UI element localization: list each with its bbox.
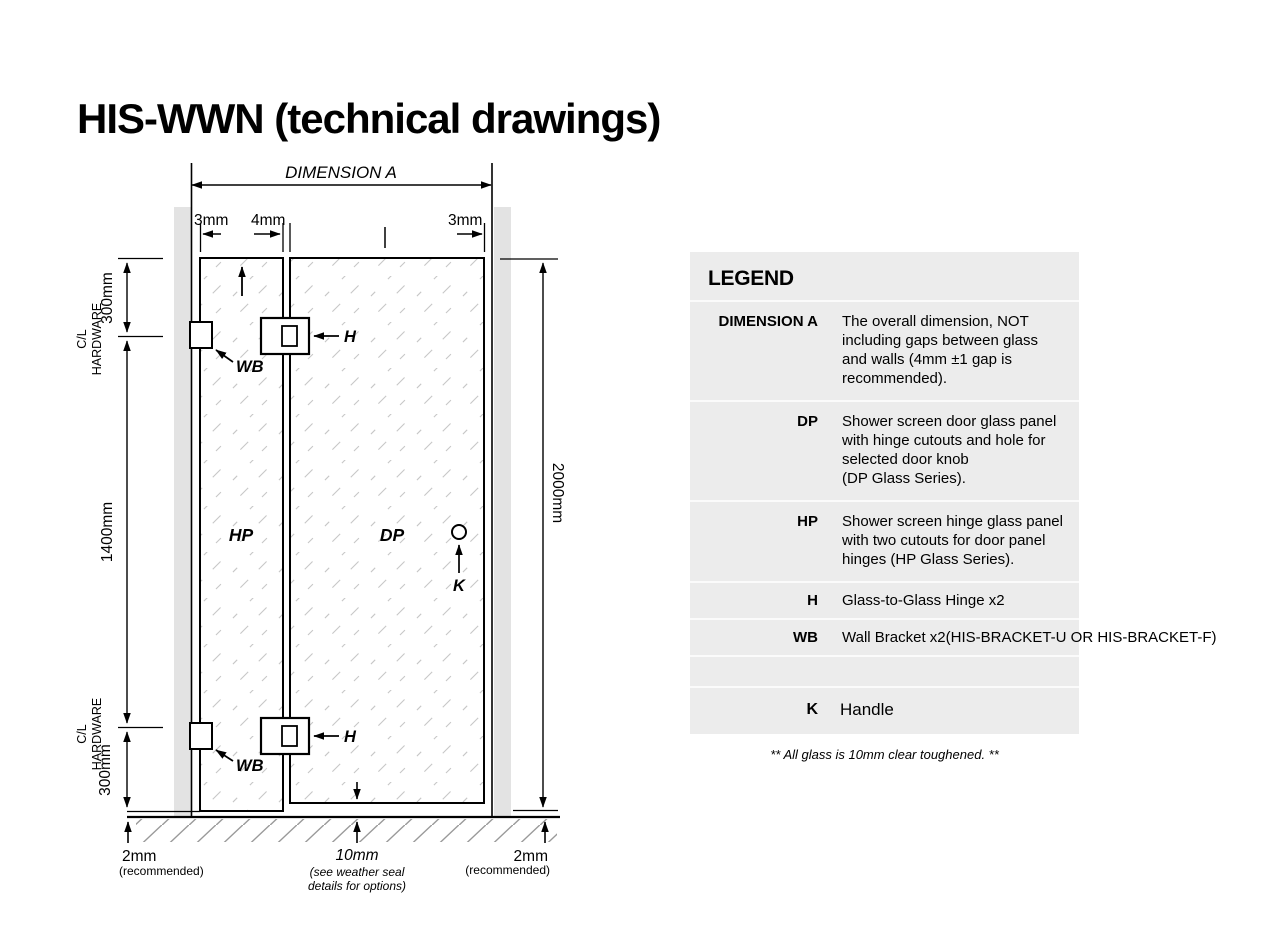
bottom-right-gap-label: 2mm [513, 848, 548, 865]
hp-panel-label: HP [228, 525, 254, 545]
legend-term: DP [797, 413, 818, 430]
floor-hatch [136, 819, 557, 842]
dim-2000-label: 2000mm [549, 462, 566, 524]
legend-row-empty [690, 655, 1079, 686]
dim-300-bottom-label: 300mm [97, 744, 114, 796]
dimension-a [192, 163, 491, 185]
gap-left-label: 3mm [194, 212, 229, 229]
legend-desc: Handle [840, 700, 894, 719]
dimension-a-label: DIMENSION A [285, 163, 397, 182]
legend-desc: Shower screen hinge glass panel with two cutouts for door panel hinges (HP Glass Series). [842, 513, 1063, 568]
cl-hardware-top-line1: C/L [75, 329, 89, 349]
legend-term: H [807, 592, 818, 609]
cl-hardware-top-line2: HARDWARE [90, 302, 104, 376]
dp-panel-label: DP [379, 525, 405, 545]
legend-term: WB [793, 629, 818, 646]
legend-row-hp [690, 500, 1079, 581]
handle-circle [452, 525, 466, 539]
legend-desc: The overall dimension, NOT including gaps between glass and walls (4mm ±1 gap is recommended). [842, 313, 1038, 387]
legend-panel [690, 252, 1217, 762]
h-bottom-label: H [344, 728, 356, 746]
legend-title: LEGEND [708, 267, 794, 290]
legend-desc: Wall Bracket x2(HIS-BRACKET-U OR HIS-BRACKET-F) [842, 629, 1217, 646]
bottom-right-note: (recommended) [465, 863, 550, 877]
legend-desc: Glass-to-Glass Hinge x2 [842, 592, 1005, 609]
legend-footnote: ** All glass is 10mm clear toughened. ** [770, 747, 999, 762]
legend-row-wb [690, 618, 1217, 655]
page-title: HIS-WWN (technical drawings) [77, 95, 661, 143]
dim-300-top-label: 300mm [99, 272, 116, 324]
legend-term: K [806, 701, 818, 718]
dim-1400-label: 1400mm [99, 501, 116, 563]
gap-middle-label: 4mm [251, 212, 286, 229]
legend-row-k [690, 686, 1079, 734]
bottom-center-note-line1: (see weather seal [309, 865, 405, 879]
h-top-label: H [344, 328, 356, 346]
bottom-left-note: (recommended) [119, 864, 204, 878]
left-wall [174, 207, 191, 817]
bottom-center-gap-label: 10mm [335, 847, 379, 864]
handle-label: K [453, 577, 465, 595]
legend-box [690, 252, 1217, 734]
top-gap-dimensions [201, 223, 485, 252]
wb-top-label: WB [236, 358, 264, 376]
bottom-left-gap-label: 2mm [122, 848, 157, 865]
legend-desc: Shower screen door glass panel with hinge cutouts and hole for selected door knob (DP Glass Series). [842, 413, 1057, 487]
legend-row-h [690, 581, 1079, 618]
legend-term: HP [797, 513, 818, 530]
cl-hardware-bottom-line1: C/L [75, 724, 89, 744]
bottom-center-note-line2: details for options) [307, 879, 407, 893]
wb-bottom-label: WB [236, 757, 264, 775]
legend-row-dp [690, 400, 1079, 500]
legend-row-dimension-a [690, 300, 1079, 400]
gap-right-label: 3mm [448, 212, 483, 229]
cl-hardware-bottom-line2: HARDWARE [90, 697, 104, 771]
legend-term: DIMENSION A [718, 313, 818, 330]
right-wall [494, 207, 511, 817]
